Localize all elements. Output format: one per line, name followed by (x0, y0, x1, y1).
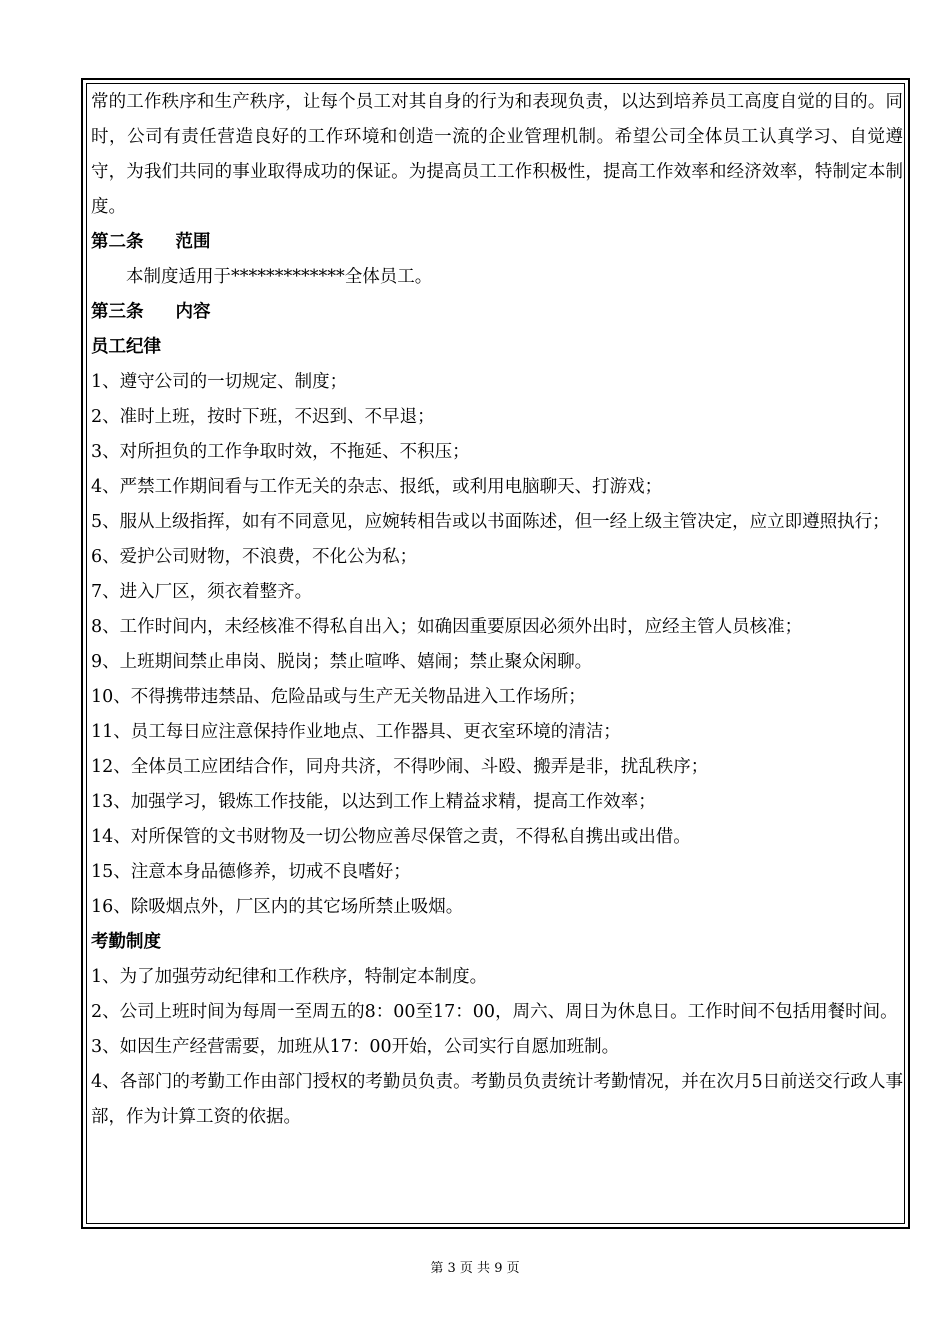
page-footer: 第 3 页 共 9 页 (430, 1261, 520, 1276)
section2-text: 本制度适用于*************全体员工。 (126, 267, 433, 287)
section3-title: 内容 (175, 302, 211, 322)
attendance-item: 1、为了加强劳动纪律和工作秩序，特制定本制度。 (91, 967, 488, 987)
discipline-item: 5、服从上级指挥，如有不同意见，应婉转相告或以书面陈述，但一经上级主管决定，应立即遵照执行； (91, 512, 890, 532)
discipline-item: 11、员工每日应注意保持作业地点、工作器具、更衣室环境的清洁； (91, 722, 621, 742)
section2-title: 范围 (175, 232, 211, 252)
section3-number: 第三条 (91, 302, 144, 322)
discipline-item: 4、严禁工作期间看与工作无关的杂志、报纸，或利用电脑聊天、打游戏； (91, 477, 663, 497)
discipline-item: 16、除吸烟点外，厂区内的其它场所禁止吸烟。 (91, 897, 464, 917)
section2-number: 第二条 (91, 232, 144, 252)
discipline-heading: 员工纪律 (91, 337, 161, 357)
discipline-item: 12、全体员工应团结合作，同舟共济，不得吵闹、斗殴、搬弄是非，扰乱秩序； (91, 757, 709, 777)
intro-paragraph: 常的工作秩序和生产秩序，让每个员工对其自身的行为和表现负责，以达到培养员工高度自觉的目的。同时，公司有责任营造良好的工作环境和创造一流的企业管理机制。希望公司全体员工认真学习、自觉遵守，为我们共同的事业取得成功的保证。为提高员工工作积极性，提高工作效率和经济效率，特制定本制度。 (91, 92, 903, 217)
attendance-item: 4、各部门的考勤工作由部门授权的考勤员负责。考勤员负责统计考勤情况，并在次月5日前送交行政人事部，作为计算工资的依据。 (91, 1072, 903, 1127)
discipline-item: 14、对所保管的文书财物及一切公物应善尽保管之责，不得私自携出或出借。 (91, 827, 691, 847)
discipline-item: 15、注意本身品德修养，切戒不良嗜好； (91, 862, 411, 882)
discipline-item: 3、对所担负的工作争取时效，不拖延、不积压； (91, 442, 470, 462)
attendance-item: 3、如因生产经营需要，加班从17：00开始，公司实行自愿加班制。 (91, 1037, 620, 1057)
discipline-list (91, 365, 903, 925)
section2-heading (91, 225, 903, 260)
discipline-item: 8、工作时间内，未经核准不得私自出入；如确因重要原因必须外出时，应经主管人员核准； (91, 617, 803, 637)
discipline-item: 13、加强学习，锻炼工作技能，以达到工作上精益求精，提高工作效率； (91, 792, 656, 812)
attendance-item: 2、公司上班时间为每周一至周五的8：00至17：00，周六、周日为休息日。工作时间不包括用餐时间。 (91, 1002, 898, 1022)
document-body (91, 85, 903, 1135)
discipline-item: 1、遵守公司的一切规定、制度； (91, 372, 348, 392)
discipline-item: 10、不得携带违禁品、危险品或与生产无关物品进入工作场所； (91, 687, 586, 707)
discipline-item: 9、上班期间禁止串岗、脱岗；禁止喧哗、嬉闹；禁止聚众闲聊。 (91, 652, 593, 672)
discipline-item: 2、准时上班，按时下班，不迟到、不早退； (91, 407, 435, 427)
discipline-item: 6、爱护公司财物，不浪费，不化公为私； (91, 547, 418, 567)
attendance-heading: 考勤制度 (91, 932, 161, 952)
discipline-item: 7、进入厂区，须衣着整齐。 (91, 582, 313, 602)
attendance-list (91, 960, 903, 1135)
section3-heading (91, 295, 903, 330)
